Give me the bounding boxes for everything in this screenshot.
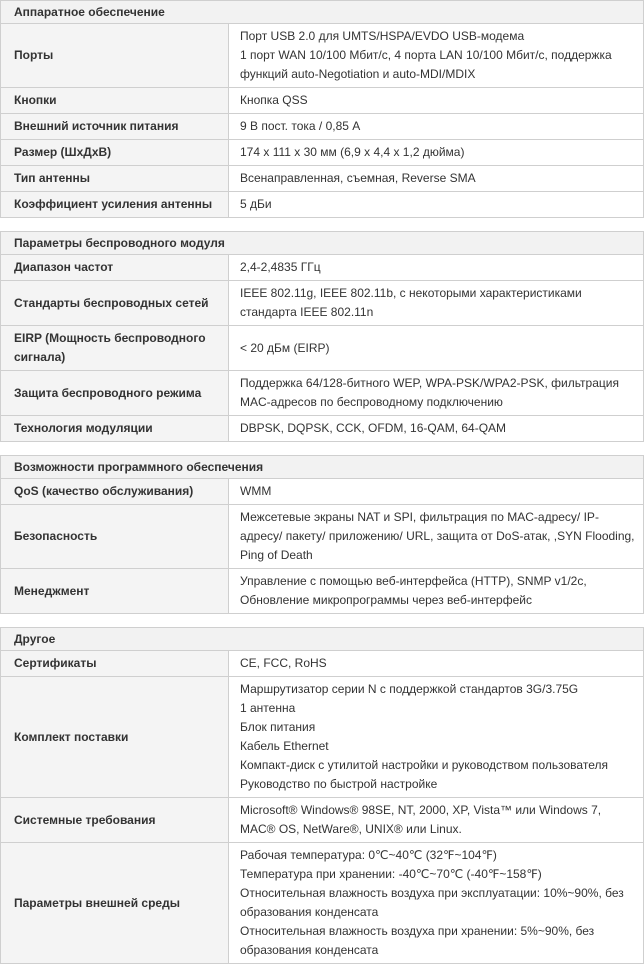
value-line: < 20 дБм (EIRP) [240, 340, 330, 355]
row-value [229, 505, 644, 569]
value-line: CE, FCC, RoHS [240, 656, 327, 670]
section-header-row [1, 232, 644, 255]
row-value [229, 569, 644, 614]
table-row [1, 651, 644, 677]
value-line: 174 x 111 x 30 мм (6,9 x 4,4 x 1,2 дюйма) [240, 145, 465, 159]
table-row [1, 281, 644, 326]
row-label: Внешний источник питания [1, 114, 229, 140]
row-label: EIRP (Мощность беспроводного сигнала) [1, 326, 229, 371]
row-label: Порты [1, 24, 229, 88]
value-line: Кнопка QSS [240, 93, 308, 107]
value-line: Маршрутизатор серии N с поддержкой стандартов 3G/3.75G [240, 682, 579, 696]
row-label: Кнопки [1, 88, 229, 114]
value-line: Порт USB 2.0 для UMTS/HSPA/EVDO USB-модема [240, 29, 525, 43]
table-row [1, 569, 644, 614]
value-line: 5 дБи [240, 197, 272, 211]
value-line: Относительная влажность воздуха при хранении: 5%~90%, без образования конденсата [240, 924, 595, 957]
row-value [229, 326, 644, 371]
row-label: Параметры внешней среды [1, 843, 229, 964]
row-label: Коэффициент усиления антенны [1, 192, 229, 218]
row-value [229, 255, 644, 281]
row-value [229, 140, 644, 166]
value-line: 1 антенна [240, 701, 296, 715]
value-line: Относительная влажность воздуха при эксплуатации: 10%~90%, без образования конденсата [240, 886, 624, 919]
table-row [1, 677, 644, 798]
value-line: Руководство по быстрой настройке [240, 777, 438, 791]
row-value [229, 843, 644, 964]
row-label: Размер (ШхДхВ) [1, 140, 229, 166]
table-row [1, 479, 644, 505]
table-row [1, 166, 644, 192]
value-line: Рабочая температура: 0℃~40℃ (32℉~104℉) [240, 848, 497, 862]
value-line: 2,4-2,4835 ГГц [240, 260, 321, 274]
table-row [1, 505, 644, 569]
row-label: Диапазон частот [1, 255, 229, 281]
section-header-row [1, 628, 644, 651]
value-line: WMM [240, 484, 272, 498]
row-label: Системные требования [1, 798, 229, 843]
row-value [229, 677, 644, 798]
row-value [229, 651, 644, 677]
table-row [1, 371, 644, 416]
value-line: Компакт-диск с утилитой настройки и руководством пользователя [240, 758, 608, 772]
value-line: Microsoft® Windows® 98SE, NT, 2000, XP, Vista™ или Windows 7, MAC® OS, NetWare®, UNIX® или Linux. [240, 803, 602, 836]
value-line: Управление с помощью веб-интерфейса (HTTP), SNMP v1/2c, Обновление микропрограммы через веб-интерфейс [240, 574, 587, 607]
row-label: Тип антенны [1, 166, 229, 192]
row-value [229, 479, 644, 505]
value-line: 1 порт WAN 10/100 Мбит/с, 4 порта LAN 10/100 Мбит/с, поддержка функций auto-Negotiation и auto-MDI/MDIX [240, 48, 612, 81]
spec-table [0, 627, 644, 964]
row-label: Технология модуляции [1, 416, 229, 442]
row-label: QoS (качество обслуживания) [1, 479, 229, 505]
row-label: Сертификаты [1, 651, 229, 677]
table-row [1, 255, 644, 281]
row-value [229, 114, 644, 140]
table-row [1, 114, 644, 140]
section-title: Другое [1, 628, 644, 651]
table-row [1, 798, 644, 843]
spec-table [0, 455, 644, 614]
value-line: DBPSK, DQPSK, CCK, OFDM, 16-QAM, 64-QAM [240, 421, 507, 435]
row-value [229, 416, 644, 442]
row-value [229, 192, 644, 218]
row-label: Стандарты беспроводных сетей [1, 281, 229, 326]
table-row [1, 24, 644, 88]
row-value [229, 371, 644, 416]
value-line: Всенаправленная, съемная, Reverse SMA [240, 171, 476, 185]
row-value [229, 281, 644, 326]
section-title: Возможности программного обеспечения [1, 456, 644, 479]
table-row [1, 416, 644, 442]
table-row [1, 140, 644, 166]
row-value [229, 798, 644, 843]
row-label: Менеджмент [1, 569, 229, 614]
spec-table [0, 231, 644, 442]
value-line: Блок питания [240, 720, 316, 734]
row-value [229, 24, 644, 88]
table-row [1, 843, 644, 964]
value-line: Межсетевые экраны NAT и SPI, фильтрация по MAC-адресу/ IP-адресу/ пакету/ приложению/ URL, защита от DoS-атак, ,SYN Flooding, Ping of Death [240, 510, 635, 562]
value-line: Поддержка 64/128-битного WEP, WPA-PSK/WPA2-PSK, фильтрация MAC-адресов по беспроводному подключению [240, 376, 619, 409]
row-label: Защита беспроводного режима [1, 371, 229, 416]
row-label: Безопасность [1, 505, 229, 569]
section-header-row [1, 1, 644, 24]
row-label: Комплект поставки [1, 677, 229, 798]
section-title: Аппаратное обеспечение [1, 1, 644, 24]
spec-table [0, 0, 644, 218]
table-row [1, 88, 644, 114]
value-line: 9 В пост. тока / 0,85 А [240, 119, 361, 133]
table-row [1, 192, 644, 218]
row-value [229, 88, 644, 114]
section-title: Параметры беспроводного модуля [1, 232, 644, 255]
value-line: IEEE 802.11g, IEEE 802.11b, с некоторыми характеристиками стандарта IEEE 802.11n [240, 286, 582, 319]
section-header-row [1, 456, 644, 479]
value-line: Кабель Ethernet [240, 739, 329, 753]
table-row [1, 326, 644, 371]
row-value [229, 166, 644, 192]
value-line: Температура при хранении: -40℃~70℃ (-40℉~158℉) [240, 867, 542, 881]
